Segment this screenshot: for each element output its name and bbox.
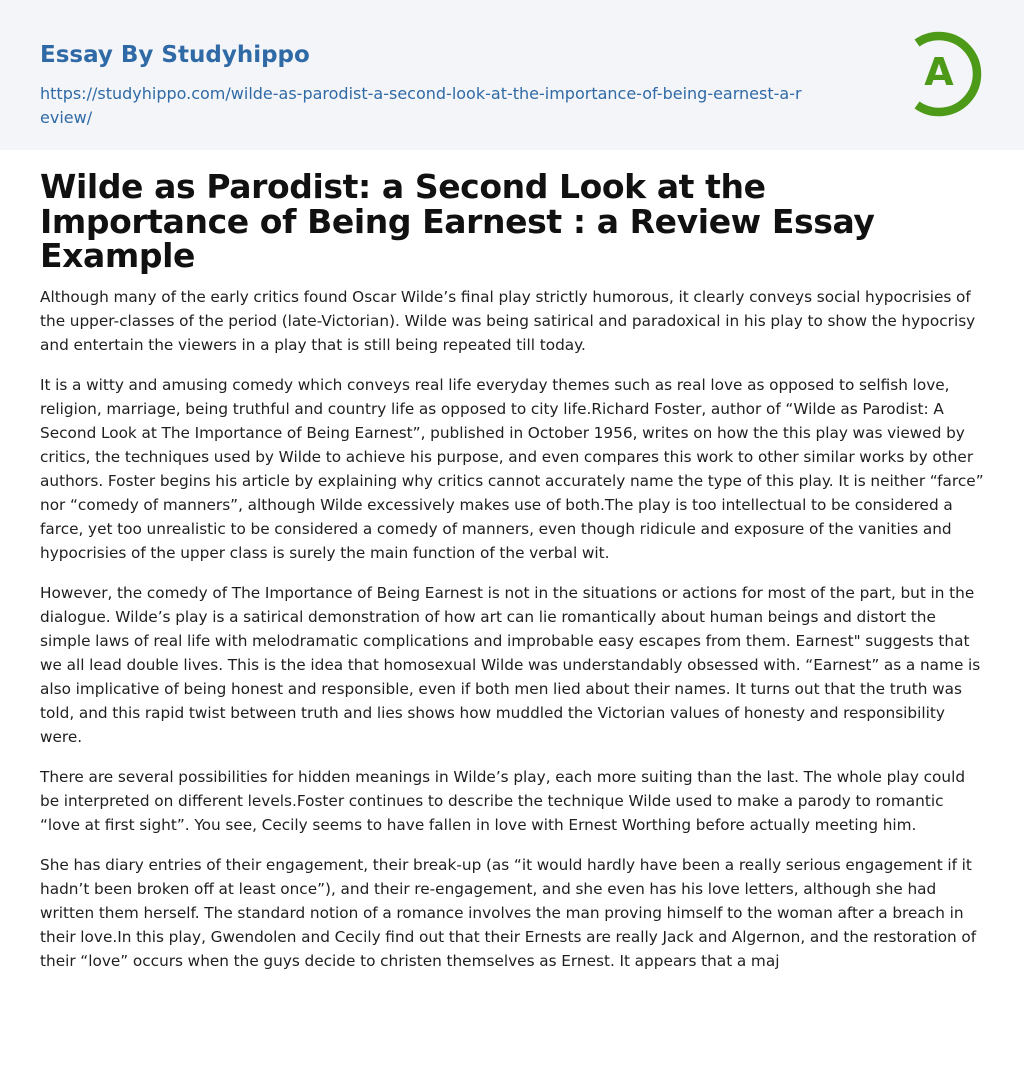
studyhippo-logo-icon[interactable]: [896, 28, 988, 120]
site-title[interactable]: Essay By Studyhippo: [40, 42, 310, 68]
essay-article: [40, 167, 984, 989]
site-header: [0, 0, 1024, 150]
source-url-link[interactable]: https://studyhippo.com/wilde-as-parodist-a-second-look-at-the-importance-of-being-earnest-a-review/: [40, 84, 802, 127]
essay-paragraph-4: There are several possibilities for hidden meanings in Wilde’s play, each more suiting than the last. The whole play could be interpreted on different levels.Foster continues to describe the technique Wilde used to make a parody to romantic “love at first sight”. You see, Cecily seems to have fallen in love with Ernest Worthing before actually meeting him.: [40, 767, 966, 834]
essay-paragraph-5: She has diary entries of their engagement, their break-up (as “it would hardly have been a really serious engagement if it hadn’t been broken off at least once”), and their re-engagement, and she even has his love letters, although she had written them herself. The standard notion of a romance involves the man proving himself to the woman after a breach in their love.In this play, Gwendolen and Cecily find out that their Ernests are really Jack and Algernon, and the restoration of their “love” occurs when the guys decide to christen themselves as Ernest. It appears that a maj: [40, 855, 977, 970]
essay-paragraph-2: It is a witty and amusing comedy which conveys real life everyday themes such as real love as opposed to selfish love, religion, marriage, being truthful and country life as opposed to city life.Richard Foster, author of “Wilde as Parodist: A Second Look at The Importance of Being Earnest”, published in October 1956, writes on how the this play was viewed by critics, the techniques used by Wilde to achieve his purpose, and even compares this work to other similar works by other authors. Foster begins his article by explaining why critics cannot accurately name the type of this play. It is neither “farce” nor “comedy of manners”, although Wilde excessively makes use of both.The play is too intellectual to be considered a farce, yet too unrealistic to be considered a comedy of manners, even though ridicule and exposure of the vanities and hypocrisies of the upper class is surely the main function of the verbal wit.: [40, 375, 984, 562]
essay-paragraph-3: However, the comedy of The Importance of Being Earnest is not in the situations or actions for most of the part, but in the dialogue. Wilde’s play is a satirical demonstration of how art can lie romantically about human beings and distort the simple laws of real life with melodramatic complications and improbable easy escapes from them. Earnest" suggests that we all lead double lives. This is the idea that homosexual Wilde was understandably obsessed with. “Earnest” as a name is also implicative of being honest and responsible, even if both men lied about their names. It turns out that the truth was told, and this rapid twist between truth and lies shows how muddled the Victorian values of honesty and responsibility were.: [40, 583, 981, 746]
essay-paragraph-1: Although many of the early critics found Oscar Wilde’s final play strictly humorous, it clearly conveys social hypocrisies of the upper-classes of the period (late-Victorian). Wilde was being satirical and paradoxical in his play to show the hypocrisy and entertain the viewers in a play that is still being repeated till today.: [40, 287, 976, 354]
essay-title: Wilde as Parodist: a Second Look at the Importance of Being Earnest : a Review Essay Example: [40, 167, 875, 275]
logo-letter: A: [924, 50, 954, 94]
essay-body: [40, 285, 984, 973]
